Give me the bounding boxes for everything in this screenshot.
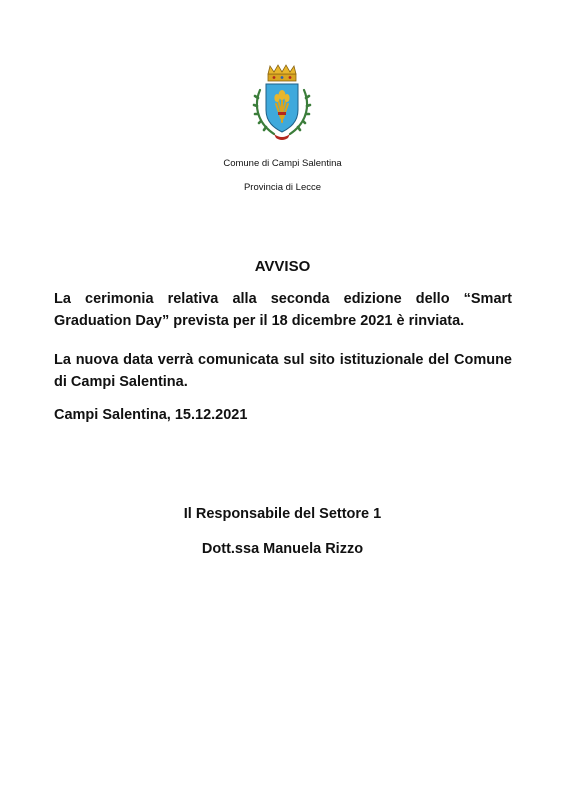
crown-icon: [268, 65, 296, 81]
place-and-date: Campi Salentina, 15.12.2021: [54, 407, 248, 423]
notice-title: AVVISO: [254, 258, 311, 275]
ribbon-icon: [274, 134, 290, 140]
shield-icon: [266, 84, 298, 132]
notice-paragraph-new-date: La nuova data verrà comunicata sul sito istituzionale del Comune di Campi Salentina.: [54, 352, 512, 390]
signer-name: Dott.ssa Manuela Rizzo: [201, 541, 364, 557]
province-name: Provincia di Lecce: [243, 182, 322, 193]
notice-paragraph-postponement: La cerimonia relativa alla seconda edizione dello “Smart Graduation Day” prevista per il 18 dicembre 2021 è rinviata.: [54, 291, 512, 329]
coat-of-arms-icon: [252, 64, 312, 142]
signer-role: Il Responsabile del Settore 1: [183, 506, 382, 522]
municipality-name: Comune di Campi Salentina: [223, 158, 342, 169]
